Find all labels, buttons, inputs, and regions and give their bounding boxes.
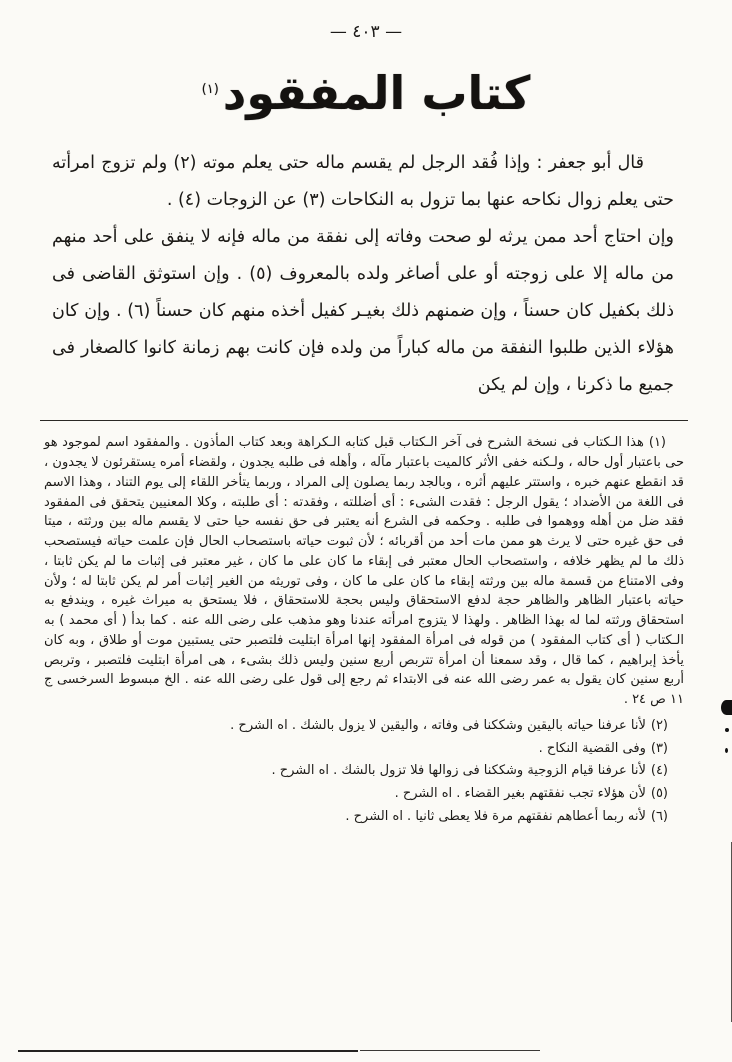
paragraph: وإن احتاج أحد ممن يرثه لو صحت وفاته إلى نفقة من ماله فإنه لا ينفق على أحد منهم من ماله إلا على زوجته أو على أصاغر ولده بالمعروف (٥) . وإن استوثق القاضى فى ذلك بكفيل كان حسناً ، وإن ضمنهم ذلك بغيـر كفيل أخذه منهم كان حسناً (٦) . وإن كان هؤلاء الذين طلبوا النفقة من ماله كباراً من ولده فإن كانت بهم زمانة كانوا كالصغار فى جميع ما ذكرنا ، وإن لم يكن — [52, 226, 674, 396]
footnote — [44, 784, 684, 804]
scan-artifact-dot — [725, 728, 729, 732]
footnote-text: لأنا عرفنا قيام الزوجية وشككنا فى زوالها فلا تزول بالشك . اه الشرح . — [271, 763, 646, 779]
footnote-text: لأنه ربما أعطاهم نفقتهم مرة فلا يعطى ثانيا . اه الشرح . — [345, 808, 646, 824]
footnote — [44, 739, 684, 759]
main-text-block — [52, 145, 674, 405]
footnote — [44, 433, 684, 710]
scan-artifact-dot — [725, 748, 728, 753]
scan-artifact-ink-blob — [721, 700, 732, 715]
footnote — [44, 807, 684, 827]
chapter-title-text: كتاب المفقود — [222, 66, 531, 120]
footnote-text: هذا الـكتاب فى نسخة الشرح فى آخر الـكتاب قبل كتابه الـكراهة وبعد كتاب المأذون . والمفقود اسم لموجود هو حى باعتبار أول حاله ، ولـكنه خفى الأثر كالميت باعتبار مآله ، وأهله فى طلبه يجدون ، ولقضاء أمره يستقرئون لا يجدون ، قد انقطع عنهم خبره ، واستتر عليهم أثره ، وبالجد ربما يصلون إلى المراد ، وربما يتأخر اللقاء إلى يوم التناد ، وهذا الاسم فى اللغة من الأضداد ؛ يقول الرجل : فقدت الشىء : أى أضللته ، وفقدته : أى طلبته ، وكلا المعنيين يتحقق فى المفقود فقد ضل من أهله ووهموا فى طلبه . وحكمه فى الشرع أنه يعتبر فى حق نفسه حيا حتى لا يقسم ماله بين ورثته ، ميتا فى حق غيره حتى لا يرث هو ممن مات أحد من أقربائه ؛ لأن ثبوت حياته باستصحاب الحال فإن علمت حياته فيستصحب ذلك ما لم يظهر خلافه ، واستصحاب الحال معتبر فى إبقاء ما كان على ما كان ، غير معتبر فى إثبات ما لم يكن ثابتا ، وفى الامتناع من قسمة ماله بين ورثته إبقاء ما كان على ما كان ، وفى توريثه من الغير إثبات أمر لم يكن ثابتا له ؛ ولأن حياته باعتبار الظاهر والظاهر حجة لدفع الاستحقاق وليس بحجة للاستحقاق ، فلا يستحق به ميراث غيره ، ويندفع به استحقاق ورثته لما له بهذا الظاهر . ولهذا لا يتزوج امرأته عندنا وهو مذهب على رضى الله عنه . كما بدأ ( أى محمد ) به الـكتاب ( أى كتاب المفقود ) من قوله فى امرأة المفقود إنها امرأة ابتليت فلتصبر حتى يستبين موت أو طلاق ، وبه كان يأخذ إبراهيم ، كما قال ، وقد سمعنا أن امرأة تتربص أربع سنين وليس ذلك بشىء ، هى امرأة ابتليت فلتصبر ، وتربص أربع سنين كان يقول به عمر رضى الله عنه فى الابتداء ثم رجع إلى قول على رضى الله عنه . الخ مبسوط السرخسى ج ١١ ص ٢٤ . — [44, 435, 684, 707]
scan-artifact-bottom-line — [18, 1050, 358, 1052]
footnote-marker: (٥) — [650, 786, 668, 801]
footnote-marker: (٦) — [650, 808, 668, 824]
footnote-marker: (٣) — [650, 740, 668, 756]
footnote — [44, 716, 684, 736]
title-footnote-marker: (١) — [201, 81, 219, 97]
chapter-title — [0, 68, 732, 119]
footnote-text: لأن هؤلاء تجب نفقتهم بغير القضاء . اه الشرح . — [394, 786, 646, 801]
footnote-text: وفى القضية النكاح . — [538, 740, 646, 756]
footnote-text: لأنا عرفنا حياته باليقين وشككنا فى وفاته ، واليقين لا يزول بالشك . اه الشرح . — [230, 717, 646, 733]
footnote-marker: (٢) — [650, 717, 668, 733]
footnote — [44, 761, 684, 781]
footnote-marker: (١) — [648, 435, 666, 451]
footnotes-block — [44, 433, 684, 826]
footnote-separator-rule — [40, 420, 688, 421]
page-number: — ٤٠٣ — — [329, 22, 403, 42]
scan-artifact-bottom-line — [360, 1050, 540, 1051]
paragraph: قال أبو جعفر : وإذا فُقد الرجل لم يقسم ماله حتى يعلم موته (٢) ولم تزوج امرأته حتى يعلم زوال نكاحه عنها بما تزول به النكاحات (٣) عن الزوجات (٤) . — [52, 152, 674, 210]
footnote-marker: (٤) — [650, 763, 668, 779]
